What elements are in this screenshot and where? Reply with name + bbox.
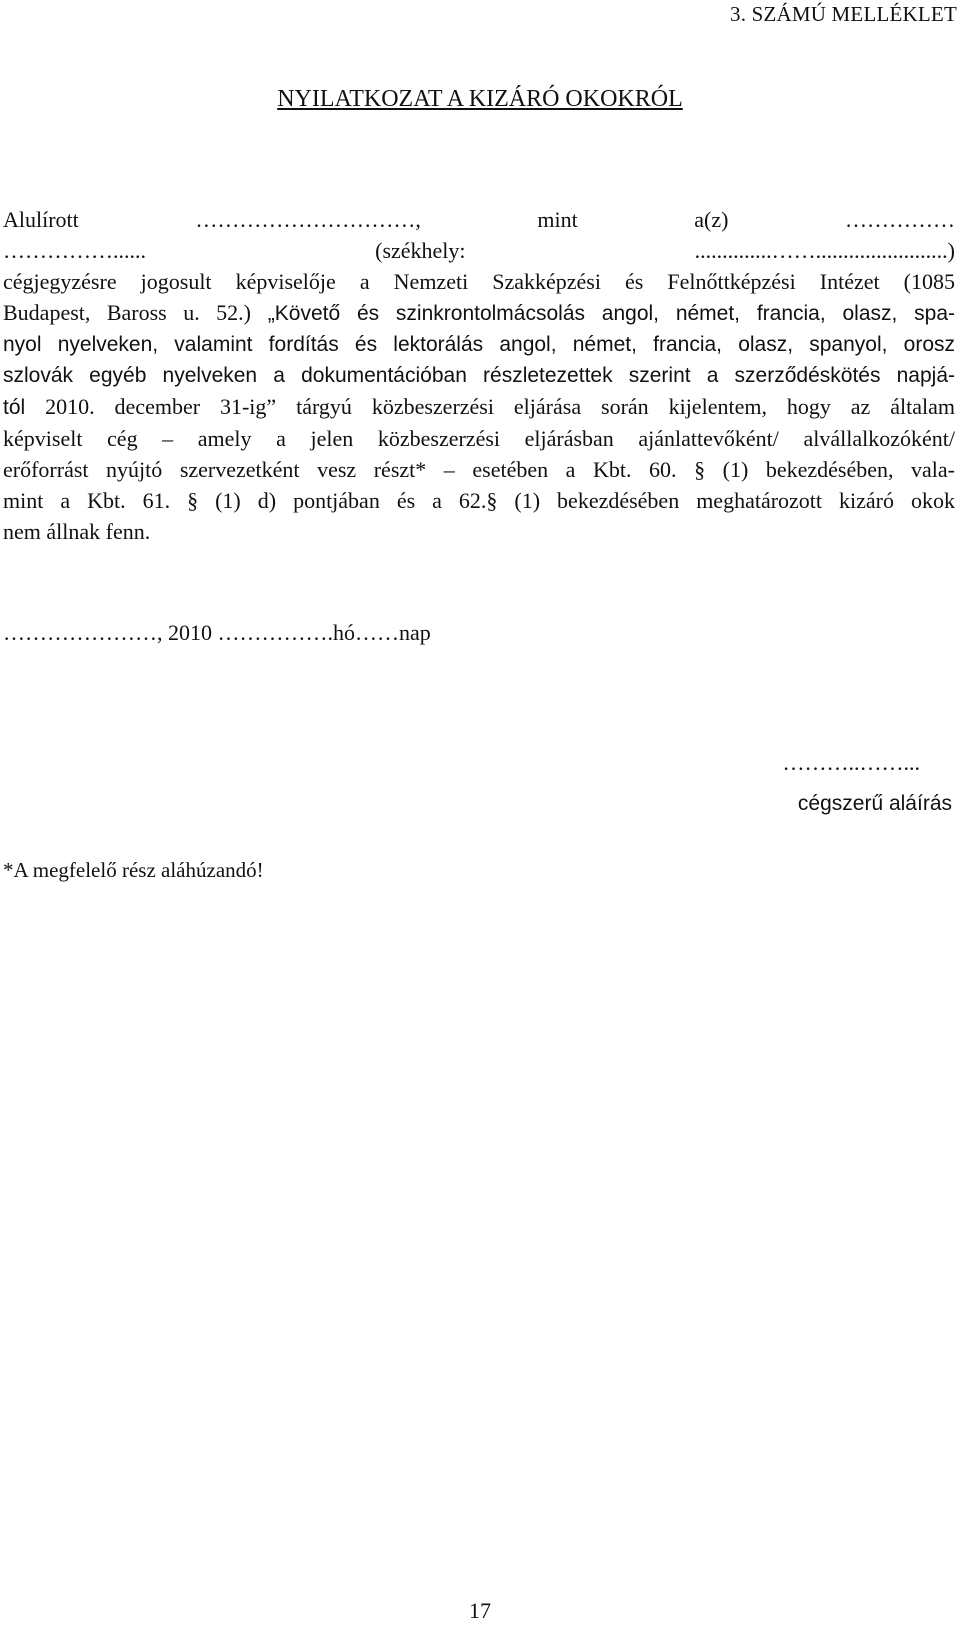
footnote: *A megfelelő rész aláhúzandó! <box>3 858 264 882</box>
text-segment: a(z) <box>694 207 729 232</box>
date-line: …………………, 2010 …………….hó……nap <box>3 620 431 645</box>
text-segment: (székhely: <box>375 238 466 263</box>
paragraph-line-3 <box>3 266 955 297</box>
paragraph-line-9: erőforrást nyújtó szervezetként vesz részt* – esetében a Kbt. 60. § (1) bekezdésében, vala- <box>3 457 955 482</box>
company-blank: ……………...... <box>3 238 146 263</box>
paragraph-line-7 <box>3 391 955 423</box>
paragraph-line-4 <box>3 297 955 329</box>
paragraph-line-11: nem állnak fenn. <box>3 519 151 544</box>
paragraph-line-5: nyol nyelveken, valamint fordítás és lektorálás angol, német, francia, olasz, spanyol, orosz <box>3 333 955 356</box>
text-segment: mint <box>537 207 578 232</box>
company-blank: …………… <box>845 207 955 232</box>
text-segment: Alulírott <box>3 207 79 232</box>
paragraph-line-6: szlovák egyéb nyelveken a dokumentációban részletezettek szerint a szerződéskötés napjá- <box>3 364 955 387</box>
name-blank: …………………………, <box>195 207 421 232</box>
address-blank: ..............……........................) <box>694 238 955 263</box>
text-segment: 2010. december 31-ig” tárgyú közbeszerzési eljárása során kijelentem, hogy az általam <box>25 394 955 419</box>
paragraph-line-2 <box>3 235 955 266</box>
signature-label: cégszerű aláírás <box>797 792 952 815</box>
text-segment: tól <box>3 396 26 419</box>
paragraph-line-10: mint a Kbt. 61. § (1) d) pontjában és a 62.§ (1) bekezdésében meghatározott kizáró okok <box>3 488 955 513</box>
document-title: NYILATKOZAT A KIZÁRÓ OKOKRÓL <box>277 86 683 112</box>
declaration-paragraph <box>3 204 955 547</box>
paragraph-line-1 <box>3 204 955 235</box>
text-segment: „Követő és szinkrontolmácsolás angol, német, francia, olasz, spa- <box>250 302 955 325</box>
annex-label: 3. SZÁMÚ MELLÉKLET <box>730 2 957 26</box>
signature-line: ………..……... <box>782 750 920 775</box>
paragraph-line-8: képviselt cég – amely a jelen közbeszerzési eljárásban ajánlattevőként/ alvállalkozóként/ <box>3 426 955 451</box>
text-segment: cégjegyzésre jogosult képviselője a Nemzeti Szakképzési és Felnőttképzési Intézet (1085 <box>3 269 955 294</box>
text-segment: Budapest, Baross u. 52.) <box>3 300 251 325</box>
page-number: 17 <box>469 1598 491 1623</box>
